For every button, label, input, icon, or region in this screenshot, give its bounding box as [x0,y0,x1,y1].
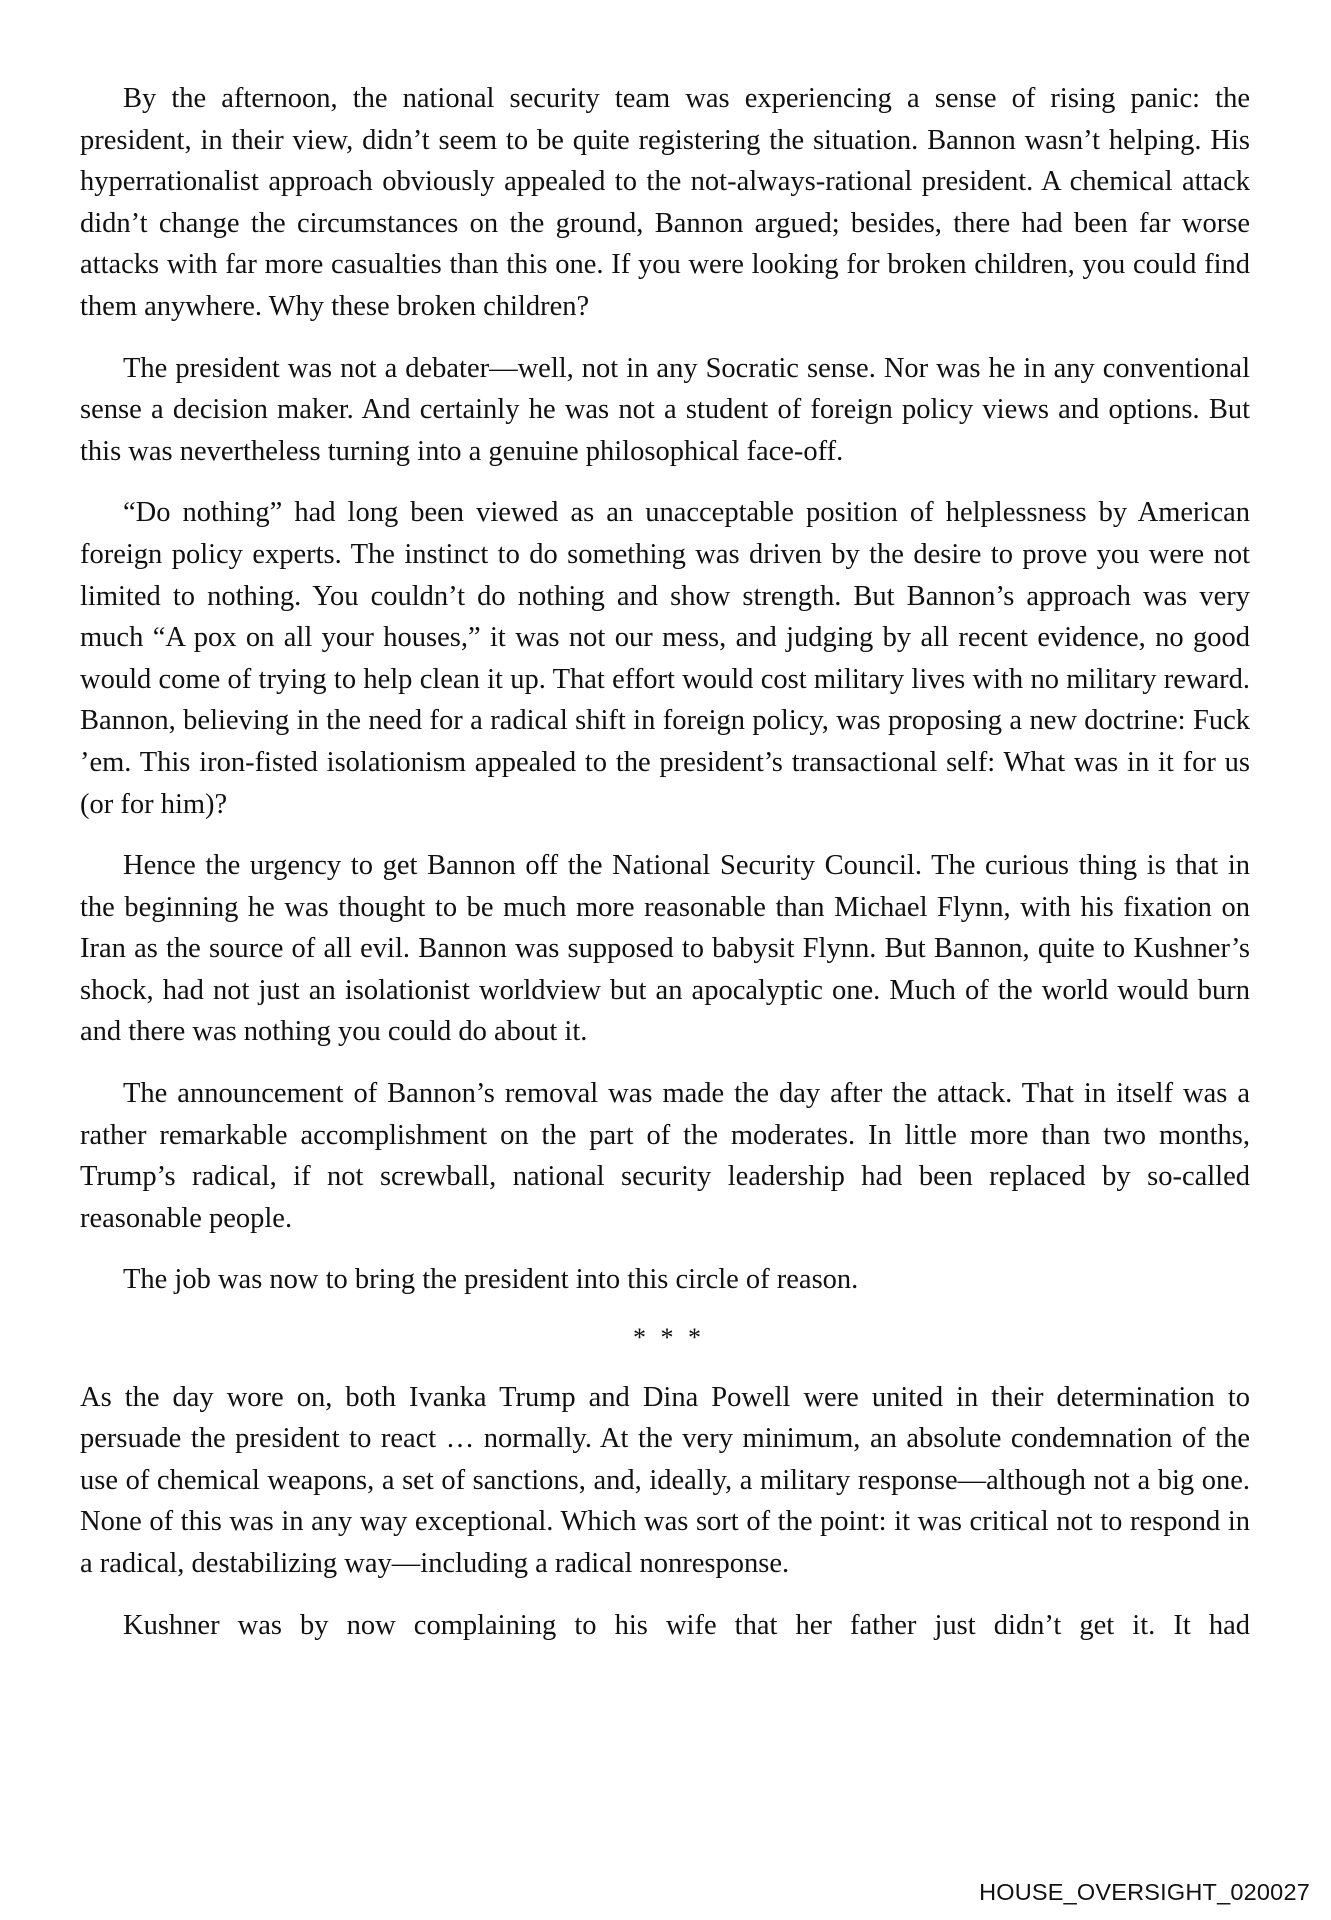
paragraph-do-nothing: “Do nothing” had long been viewed as an unacceptable position of helplessness by American foreign policy experts. The instinct to do something was driven by the desire to prove you were not limited to nothing. You couldn’t do nothing and show strength. But Bannon’s approach was very much “A pox on all your houses,” it was not our mess, and judging by all recent evidence, no good would come of trying to help clean it up. That effort would cost military lives with no military reward. Bannon, believing in the need for a radical shift in foreign policy, was proposing a new doctrine: Fuck ’em. This iron-fisted isolationism appealed to the president’s transactional self: What was in it for us (or for him)? [80,497,1250,820]
paragraph-debater: The president was not a debater—well, not in any Socratic sense. Nor was he in any conventional sense a decision maker. And certainly he was not a student of foreign policy views and options. But this was nevertheless turning into a genuine philosophical face-off. [80,352,1250,467]
bates-number: HOUSE_OVERSIGHT_020027 [979,1879,1310,1905]
paragraph-panic: By the afternoon, the national security team was experiencing a sense of rising panic: the president, in their view, didn’t seem to be quite registering the situation. Bannon wasn’t helping. His hyperrationalist approach obviously appealed to the not-always-rational president. A chemical attack didn’t change the circumstances on the ground, Bannon argued; besides, there had been far worse attacks with far more casualties than this one. If you were looking for broken children, you could find them anywhere. Why these broken children? [80,83,1250,322]
paragraph-ivanka-powell: As the day wore on, both Ivanka Trump and Dina Powell were united in their determination to persuade the president to react … normally. At the very minimum, an absolute condemnation of the use of chemical weapons, a set of sanctions, and, ideally, a military response—although not a big one. None of this was in any way exceptional. Which was sort of the point: it was critical not to respond in a radical, destabilizing way—including a radical nonresponse. [80,1381,1250,1579]
paragraph-circle-of-reason: The job was now to bring the president into this circle of reason. [123,1264,859,1296]
scene-break-asterisks: * * * [633,1323,705,1353]
document-body [80,78,1250,1666]
paragraph-nsc-removal-urgency: Hence the urgency to get Bannon off the National Security Council. The curious thing is that in the beginning he was thought to be much more reasonable than Michael Flynn, with his fixation on Iran as the source of all evil. Bannon was supposed to babysit Flynn. But Bannon, quite to Kushner’s shock, had not just an isolationist worldview but an apocalyptic one. Much of the world would burn and there was nothing you could do about it. [80,850,1250,1048]
paragraph-kushner-complaining: Kushner was by now complaining to his wife that her father just didn’t get it. It had [123,1609,1250,1641]
paragraph-announcement: The announcement of Bannon’s removal was made the day after the attack. That in itself was a rather remarkable accomplishment on the part of the moderates. In little more than two months, Trump’s radical, if not screwball, national security leadership had been replaced by so-called reasonable people. [80,1078,1250,1234]
